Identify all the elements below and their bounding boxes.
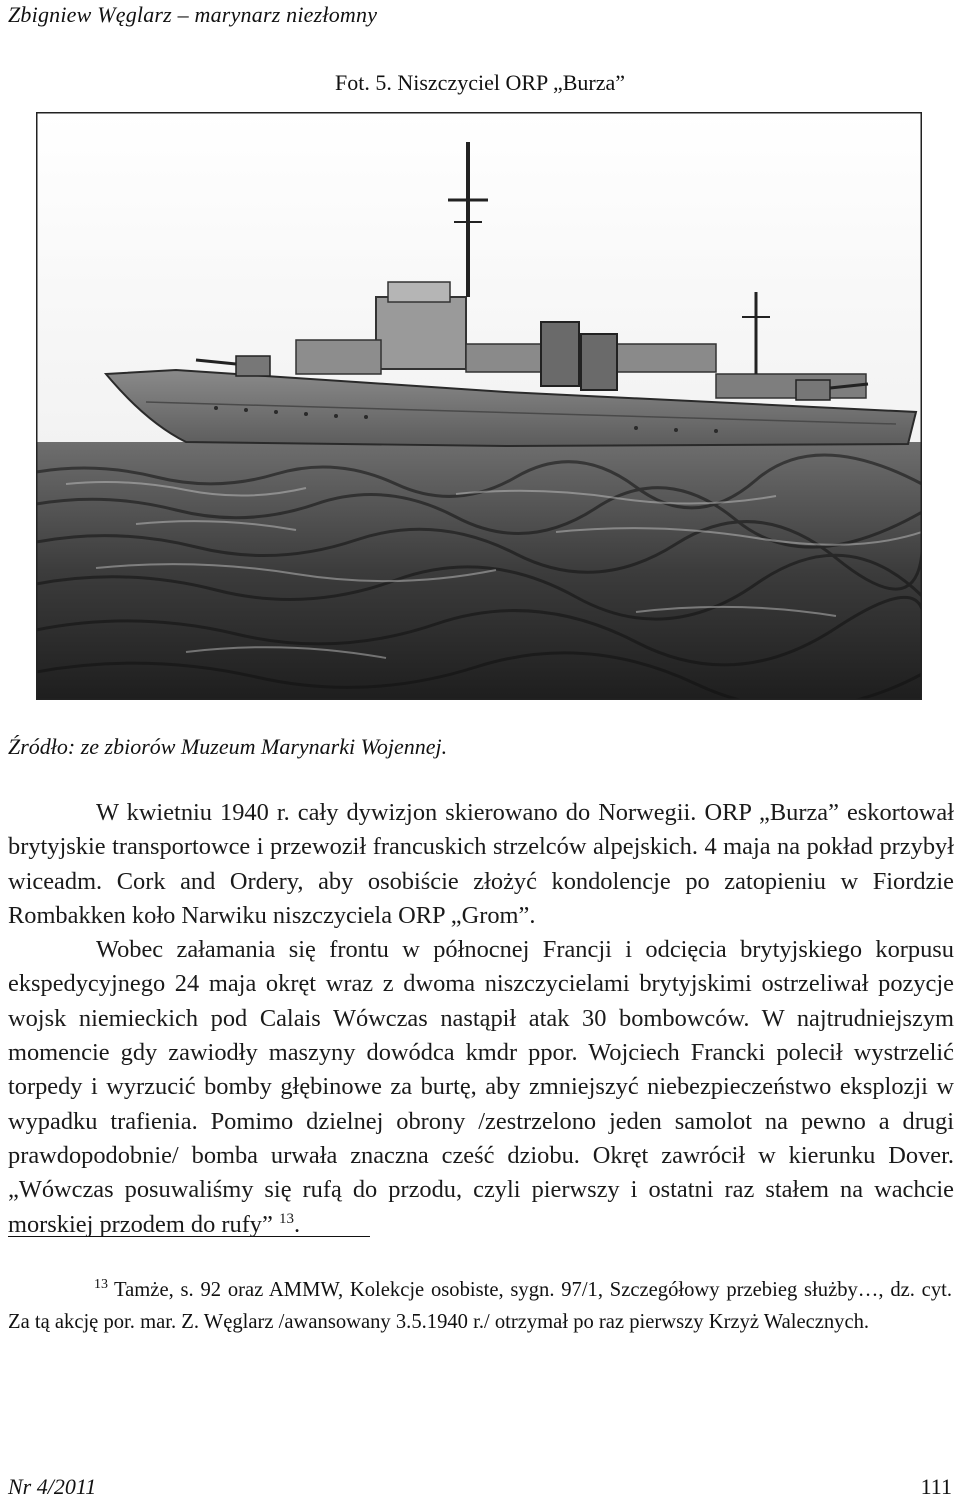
footnote-text: Tamże, s. 92 oraz AMMW, Kolekcje osobiste, sygn. 97/1, Szczegółowy przebieg służby…, dz. cyt. Za tą akcję por. mar. Z. Węglarz /awansowany 3.5.1940 r./ otrzymał po raz pierwszy Krzyż Walecznych.	[8, 1279, 952, 1333]
figure-source: Źródło: ze zbiorów Muzeum Marynarki Wojennej.	[8, 734, 448, 759]
paragraph-end: .	[293, 1210, 301, 1238]
paragraph	[8, 933, 954, 1242]
page-number: 111	[920, 1474, 952, 1499]
paragraph-text: Wobec załamania się frontu w północnej Francji i odcięcia brytyjskiego korpusu ekspedycyjnego 24 maja okręt wraz z dwoma niszczycielami brytyjskimi ostrzeliwał pozycje wojsk niemieckich pod Calais Wówczas nastąpił atak 30 bombowców. W najtrudniejszym momencie gdy zawiodły maszyny dowódca kmdr ppor. Wojciech Francki polecił wystrzelić torpedy i wyrzucić bomby głębinowe za burtę, aby zmniejszyć niebezpieczeństwo eksplozji w wypadku trafienia. Pomimo dzielnej obrony /zestrzelono jeden samolot na pewno a drugi prawdopodobnie/ bomba urwała znaczna cześć dziobu. Okręt zawrócił w kierunku Dover. „Wówczas posuwaliśmy się rufą do przodu, czyli pierwszy i ostatni raz stałem na wachcie morskiej przodem do rufy”	[8, 936, 954, 1238]
issue-number: Nr 4/2011	[8, 1474, 97, 1499]
footnote-number: 13	[94, 1277, 108, 1293]
body-text	[8, 796, 954, 1242]
running-title: Zbigniew Węglarz – marynarz niezłomny	[8, 2, 378, 27]
destroyer-photo	[36, 112, 922, 700]
figure-caption: Fot. 5. Niszczyciel ORP „Burza”	[335, 70, 625, 95]
paragraph: W kwietniu 1940 r. cały dywizjon skierowano do Norwegii. ORP „Burza” eskortował brytyjskie transportowce i przewoził francuskich strzelców alpejskich. 4 maja na pokład przybył wiceadm. Cork and Ordery, aby osobiście złożyć kondolencje po zatopieniu w Fiordzie Rombakken koło Narwiku niszczyciela ORP „Grom”.	[8, 799, 954, 929]
footnote-divider	[8, 1236, 370, 1237]
footnote	[8, 1274, 952, 1338]
footnote-reference[interactable]: 13	[278, 1210, 294, 1227]
